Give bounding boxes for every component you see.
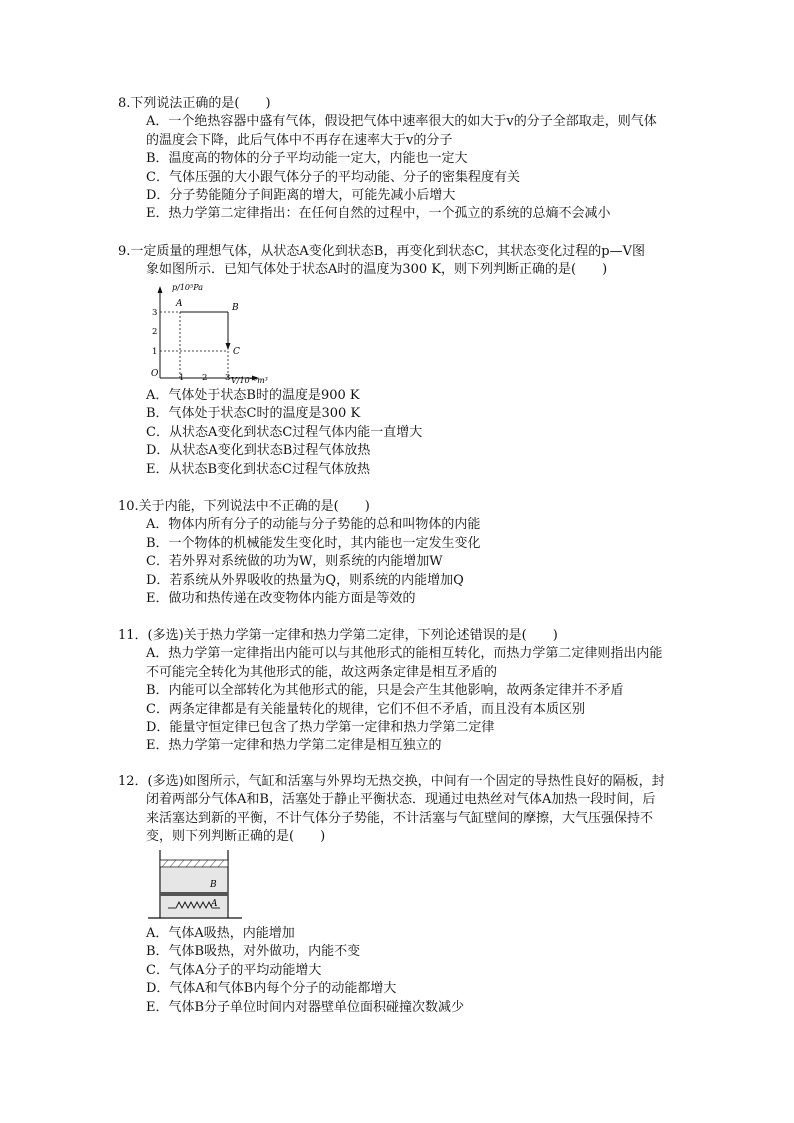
question-10: [118, 498, 708, 608]
piston: [160, 860, 228, 867]
question-10-option-e: E．做功和热传递在改变物体内能方面是等效的: [146, 591, 416, 607]
question-10-option-d: D．若系统从外界吸收的热量为Q，则系统的内能增加Q: [146, 572, 464, 588]
question-9-option-c: C．从状态A变化到状态C过程气体内能一直增大: [146, 424, 423, 440]
question-12: [118, 773, 708, 847]
question-11-option-c: C．两条定律都是有关能量转化的规律，它们不但不矛盾，而且没有本质区别: [146, 701, 585, 717]
cylinder-figure: [148, 846, 244, 924]
partition: [160, 892, 228, 896]
question-8: [118, 95, 708, 224]
question-9-stem-line2: 象如图所示．已知气体处于状态A时的温度为300 K，则下列判断正确的是( ): [146, 262, 608, 278]
question-8-stem: 8.下列说法正确的是( ): [118, 96, 271, 111]
question-12-option-a: A．气体A吸热，内能增加: [146, 926, 295, 941]
question-9-options: [118, 387, 708, 479]
question-9: [118, 243, 708, 280]
question-9-option-d: D．从状态A变化到状态B过程气体放热: [146, 443, 371, 459]
question-12-option-c: C．气体A分子的平均动能增大: [146, 962, 322, 978]
question-12-option-e: E．气体B分子单位时间内对器壁单位面积碰撞次数减少: [146, 999, 465, 1015]
question-9-option-a: A．气体处于状态B时的温度是900 K: [146, 388, 360, 403]
gas-b-region: [161, 868, 227, 892]
question-11-option-a-cont: 不可能完全转化为其他形式的能，故这两条定律是相互矛盾的: [146, 664, 498, 680]
question-11-option-d: D．能量守恒定律已包含了热力学第一定律和热力学第二定律: [146, 720, 495, 736]
question-12-stem-line1: 12．(多选)如图所示，气缸和活塞与外界均无热交换，中间有一个固定的导热性良好的隔板，封: [118, 774, 665, 789]
process-b-c-arrow: [226, 343, 231, 350]
question-10-option-c: C．若外界对系统做的功为W，则系统的内能增加W: [146, 554, 443, 570]
point-a-label: A: [176, 299, 183, 309]
question-9-stem-line1: 9.一定质量的理想气体，从状态A变化到状态B，再变化到状态C，其状态变化过程的p—V图: [118, 244, 646, 259]
question-9-option-b: B．气体处于状态C时的温度是300 K: [146, 406, 361, 422]
question-8-option-d: D．分子势能随分子间距离的增大，可能先减小后增大: [146, 188, 456, 204]
question-12-stem-line2: 闭着两部分气体A和B，活塞处于静止平衡状态．现通过电热丝对气体A加热一段时间，后: [146, 792, 656, 808]
y-tick-1: 1: [152, 347, 158, 357]
y-axis-label: p/10⁵Pa: [172, 283, 203, 292]
question-8-option-a-cont: 的温度会下降，此后气体中不再存在速率大于v的分子: [146, 132, 453, 148]
question-8-option-a: A．一个绝热容器中盛有气体，假设把气体中速率很大的如大于v的分子全部取走，则气体: [146, 114, 657, 130]
x-tick-1: 1: [179, 373, 185, 383]
question-8-option-b: B．温度高的物体的分子平均动能一定大，内能也一定大: [146, 151, 468, 167]
y-tick-3: 3: [152, 308, 158, 318]
pv-graph: [140, 280, 280, 385]
gas-b-label: B: [210, 880, 217, 890]
x-axis-label: V/10⁻³m³: [231, 376, 268, 385]
question-10-option-a: A．物体内所有分子的动能与分子势能的总和叫物体的内能: [146, 517, 481, 533]
question-9-option-e: E．从状态B变化到状态C过程气体放热: [146, 461, 370, 477]
question-10-stem: 10.关于内能，下列说法中不正确的是( ): [118, 499, 370, 514]
question-11-option-a: A．热力学第一定律指出内能可以与其他形式的能相互转化，而热力学第二定律则指出内能: [146, 646, 663, 662]
question-11-option-e: E．热力学第一定律和热力学第二定律是相互独立的: [146, 738, 442, 754]
question-10-option-b: B．一个物体的机械能发生变化时，其内能也一定发生变化: [146, 535, 481, 551]
question-11: [118, 627, 708, 756]
question-11-stem: 11．(多选)关于热力学第一定律和热力学第二定律，下列论述错误的是( ): [118, 628, 558, 643]
question-11-option-b: B．内能可以全部转化为其他形式的能，只是会产生其他影响，故两条定律并不矛盾: [146, 683, 624, 699]
question-8-option-c: C．气体压强的大小跟气体分子的平均动能、分子的密集程度有关: [146, 169, 520, 185]
y-axis-arrow: [158, 286, 163, 293]
question-12-stem-line4: 变，则下列判断正确的是( ): [146, 829, 326, 845]
question-12-stem-line3: 来活塞达到新的平衡，不计气体分子势能，不计活塞与气缸壁间的摩擦，大气压强保持不: [146, 810, 654, 826]
x-tick-3: 3: [225, 373, 231, 383]
point-c-label: C: [233, 347, 240, 357]
gas-a-label: A: [211, 899, 218, 909]
question-12-option-d: D．气体A和气体B内每个分子的动能都增大: [146, 981, 397, 997]
question-12-options: [118, 925, 708, 1017]
point-b-label: B: [232, 303, 239, 313]
y-tick-2: 2: [152, 327, 158, 337]
question-8-option-e: E．热力学第二定律指出：在任何自然的过程中，一个孤立的系统的总熵不会减小: [146, 206, 611, 222]
x-tick-2: 2: [202, 373, 208, 383]
origin-label: O: [151, 369, 159, 379]
question-12-option-b: B．气体B吸热，对外做功，内能不变: [146, 944, 361, 960]
